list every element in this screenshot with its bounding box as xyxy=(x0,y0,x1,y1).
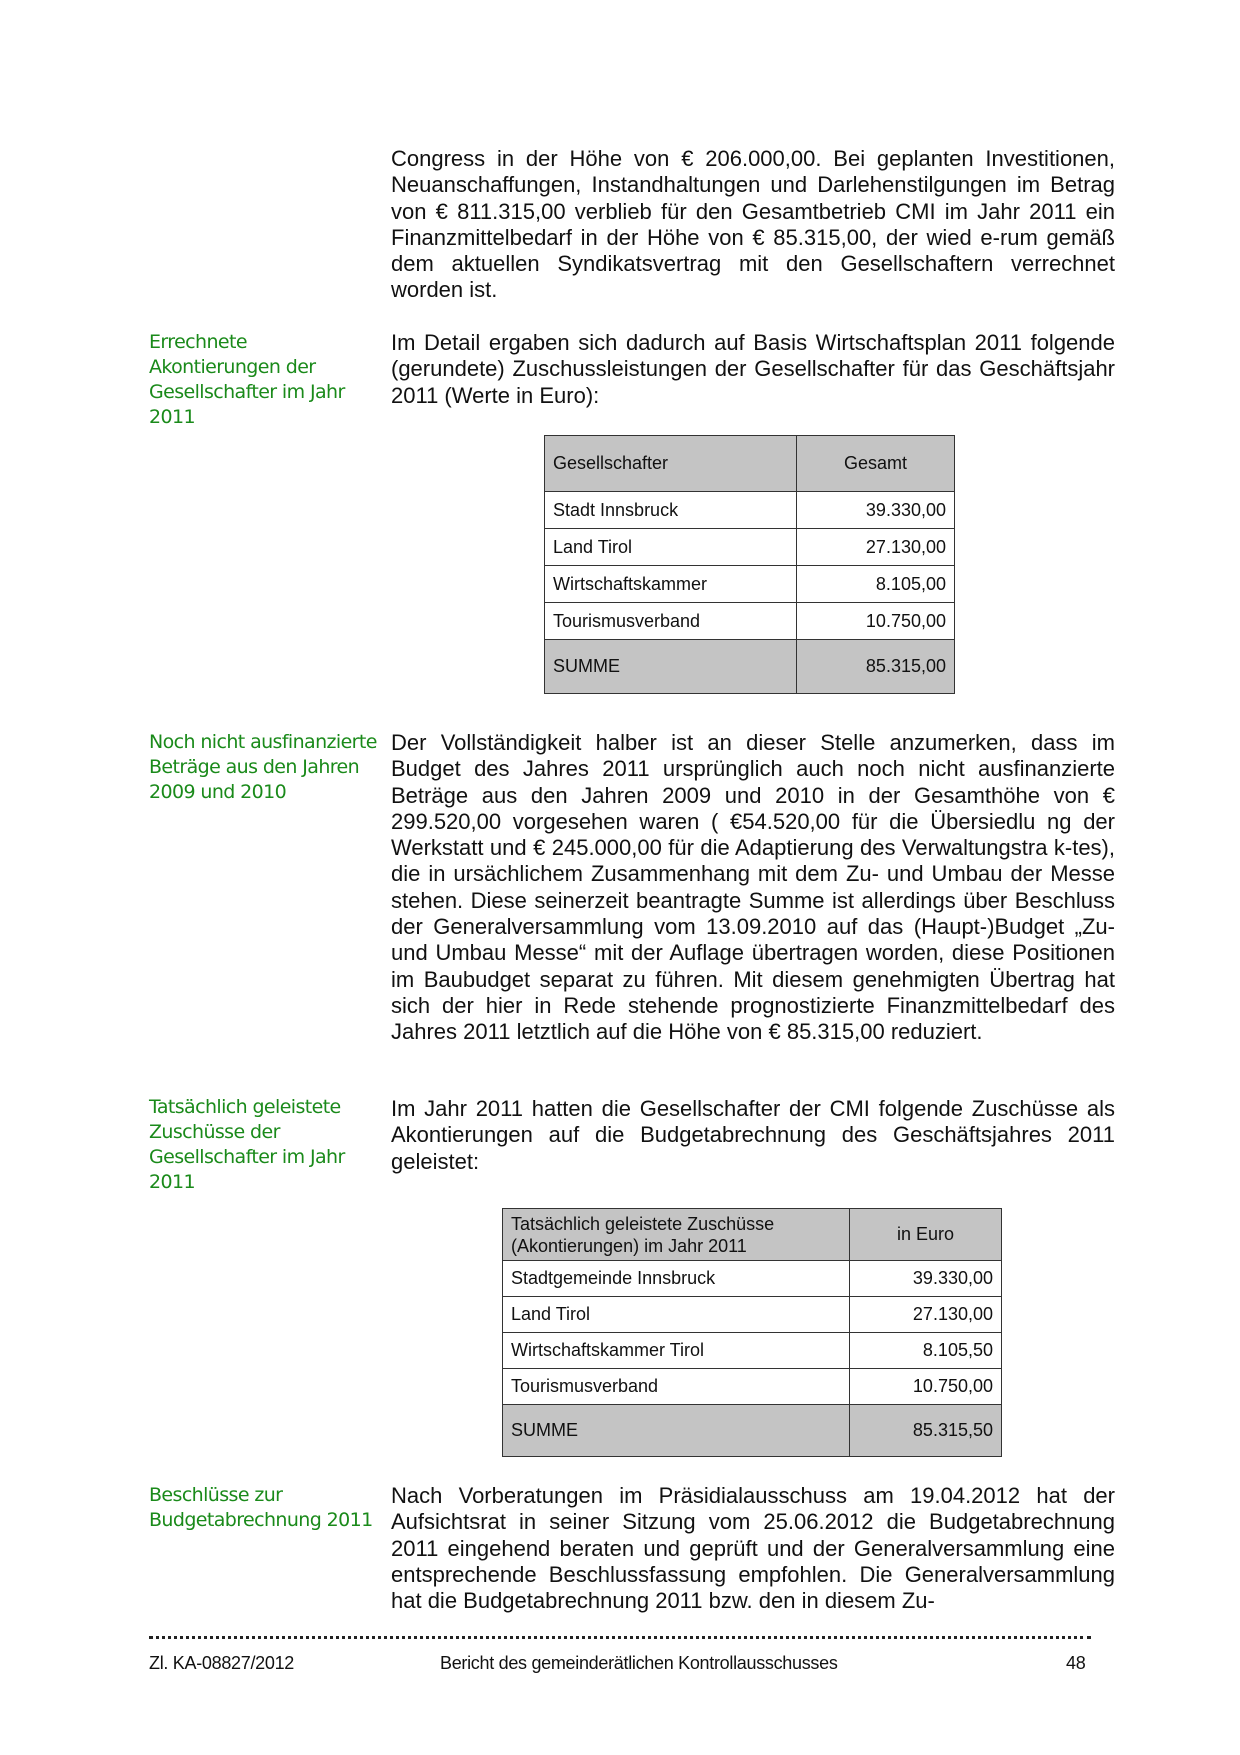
cell-name: Stadt Innsbruck xyxy=(545,492,797,529)
margin-note-nicht-ausfinanziert: Noch nicht ausfinanzierte Beträge aus den Jahren 2009 und 2010 xyxy=(149,731,377,803)
cell-value: 8.105,00 xyxy=(797,566,955,603)
cell-name: Tourismusverband xyxy=(545,603,797,640)
cell-value: 10.750,00 xyxy=(797,603,955,640)
table-sum-row xyxy=(503,1405,1002,1457)
table-row xyxy=(503,1369,1002,1405)
sum-label: SUMME xyxy=(545,640,797,694)
cell-name: Land Tirol xyxy=(503,1297,850,1333)
margin-note-tatsaechlich-geleistet: Tatsächlich geleistete Zuschüsse der Gesellschafter im Jahr 2011 xyxy=(149,1096,345,1193)
table-row xyxy=(545,492,955,529)
paragraph-vorberatungen: Nach Vorberatungen im Präsidialausschuss am 19.04.2012 hat der Aufsichtsrat in seiner Sitzung vom 25.06.2012 die Budgetabrechnung 2011 eingehend beraten und geprüft und der Generalversammlung eine entsprechende Beschlussfassung empfohlen. Die Generalversammlung hat die Budgetabrechnung 2011 bzw. den in diesem Zu- xyxy=(391,1483,1115,1614)
table-row xyxy=(545,603,955,640)
paragraph-vollstaendigkeit: Der Vollständigkeit halber ist an dieser Stelle anzumerken, dass im Budget des Jahres 2011 ursprünglich auch noch nicht ausfinanzierte Beträge aus den Jahren 2009 und 2010 in der Gesamthöhe von € 299.520,00 vorgesehen waren ( €54.520,00 für die Übersiedlu ng der Werkstatt und € 245.000,00 für die Adaptierung des Verwaltungstra k-tes), die in ursächlichem Zusammenhang mit dem Zu- und Umbau der Messe stehen. Diese seinerzeit beantragte Summe ist allerdings über Beschluss der Generalversammlung vom 13.09.2010 auf das (Haupt-)Budget „Zu- und Umbau Messe“ mit der Auflage übertragen worden, diese Positionen im Baubudget separat zu führen. Mit diesem genehmigten Übertrag hat sich der hier in Rede stehende prognostizierte Finanzmittelbedarf des Jahres 2011 letztlich auf die Höhe von € 85.315,00 reduziert. xyxy=(391,730,1115,1045)
cell-value: 39.330,00 xyxy=(850,1261,1002,1297)
header-cell: in Euro xyxy=(850,1209,1002,1261)
table-row xyxy=(503,1333,1002,1369)
header-cell: Gesamt xyxy=(797,436,955,492)
table-row xyxy=(503,1261,1002,1297)
footer-divider xyxy=(149,1636,1091,1643)
table-actual-contributions xyxy=(502,1208,1002,1457)
paragraph-zuschuesse: Im Jahr 2011 hatten die Gesellschafter der CMI folgende Zuschüsse als Akontierungen auf die Budgetabrechnung des Geschäftsjahres 2011 geleistet: xyxy=(391,1096,1115,1174)
paragraph-congress: Congress in der Höhe von € 206.000,00. Bei geplanten Investitionen, Neuanschaffungen, Instandhaltungen und Darlehenstilgungen im Betrag von € 811.315,00 verblieb für den Gesamtbetrieb CMI im Jahr 2011 ein Finanzmittelbedarf in der Höhe von € 85.315,00, der wied e-rum gemäß dem aktuellen Syndikatsvertrag mit den Gesellschaftern verrechnet worden ist. xyxy=(391,146,1115,303)
cell-value: 27.130,00 xyxy=(797,529,955,566)
header-cell: Gesellschafter xyxy=(545,436,797,492)
table-sum-row xyxy=(545,640,955,694)
table-row xyxy=(545,529,955,566)
cell-name: Wirtschaftskammer xyxy=(545,566,797,603)
table-row xyxy=(503,1297,1002,1333)
sum-label: SUMME xyxy=(503,1405,850,1457)
footer-page-number: 48 xyxy=(1066,1653,1086,1673)
cell-value: 8.105,50 xyxy=(850,1333,1002,1369)
footer-title: Bericht des gemeinderätlichen Kontrollausschusses xyxy=(440,1653,838,1673)
table-header-row xyxy=(545,436,955,492)
header-cell: Tatsächlich geleistete Zuschüsse (Akontierungen) im Jahr 2011 xyxy=(503,1209,850,1261)
margin-note-errechnete-akontierungen: Errechnete Akontierungen der Gesellschafter im Jahr 2011 xyxy=(149,331,345,428)
cell-name: Stadtgemeinde Innsbruck xyxy=(503,1261,850,1297)
cell-value: 10.750,00 xyxy=(850,1369,1002,1405)
cell-name: Wirtschaftskammer Tirol xyxy=(503,1333,850,1369)
footer-reference: Zl. KA-08827/2012 xyxy=(149,1653,294,1673)
table-header-row xyxy=(503,1209,1002,1261)
cell-value: 27.130,00 xyxy=(850,1297,1002,1333)
table-row xyxy=(545,566,955,603)
cell-name: Tourismusverband xyxy=(503,1369,850,1405)
table-calculated-contributions xyxy=(544,435,955,694)
sum-value: 85.315,50 xyxy=(850,1405,1002,1457)
cell-name: Land Tirol xyxy=(545,529,797,566)
sum-value: 85.315,00 xyxy=(797,640,955,694)
paragraph-detail: Im Detail ergaben sich dadurch auf Basis Wirtschaftsplan 2011 folgende (gerundete) Zuschussleistungen der Gesellschafter für das Geschäftsjahr 2011 (Werte in Euro): xyxy=(391,330,1115,408)
cell-value: 39.330,00 xyxy=(797,492,955,529)
margin-note-beschluesse: Beschlüsse zur Budgetabrechnung 2011 xyxy=(149,1484,373,1531)
